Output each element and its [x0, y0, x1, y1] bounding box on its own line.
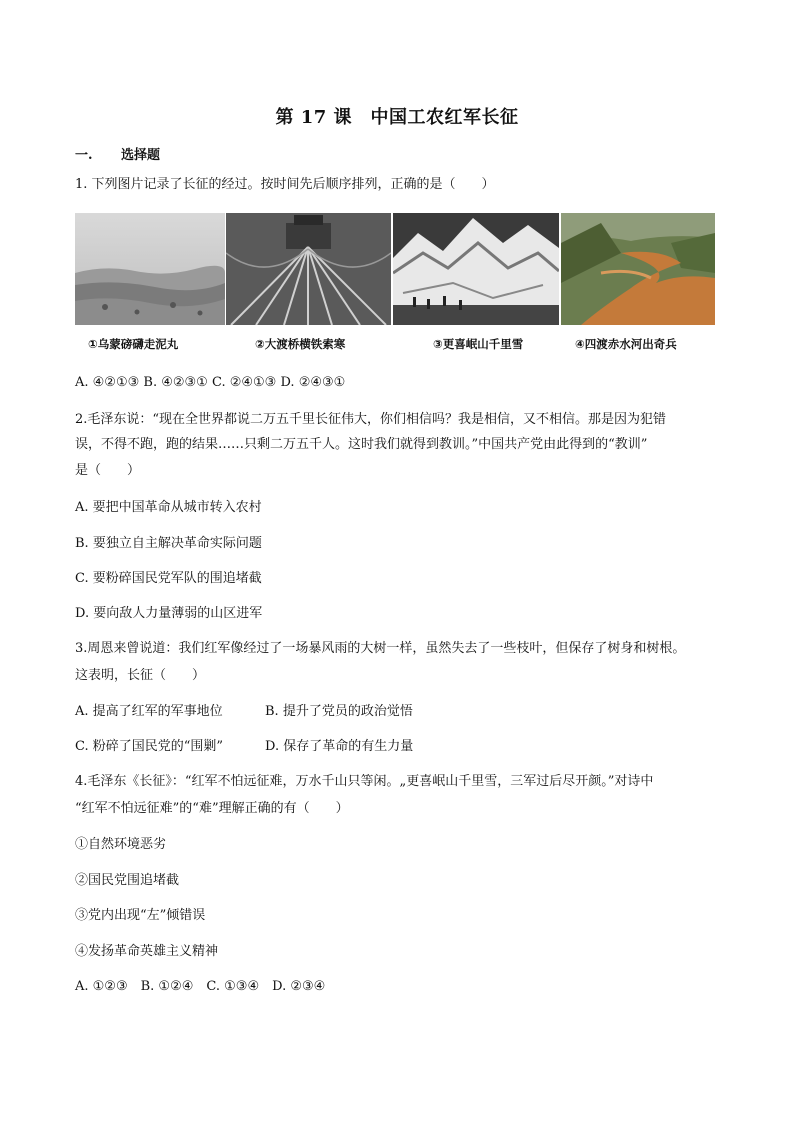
- question-4-stem-line-2: “红军不怕远征难”的“难”理解正确的有（ ）: [75, 801, 349, 816]
- question-2-stem-line-3: 是（ ）: [75, 463, 141, 478]
- question-4-item-3: ③党内出现“左”倾错误: [75, 908, 206, 923]
- caption-1: ①乌蒙磅礴走泥丸: [88, 337, 179, 351]
- photo-wumeng-mountains: [75, 213, 225, 325]
- question-4-options: A. ①②③ B. ①②④ C. ①③④ D. ②③④: [75, 979, 326, 994]
- question-3-option-b: B. 提升了党员的政治觉悟: [265, 704, 413, 719]
- question-3-option-d: D. 保存了革命的有生力量: [265, 739, 414, 754]
- question-4-item-4: ④发扬革命英雄主义精神: [75, 944, 219, 959]
- photo-chishui-river: [561, 213, 715, 325]
- caption-2: ②大渡桥横铁索寒: [255, 337, 346, 351]
- section-heading: [75, 144, 160, 163]
- photo-minshan-snow: [393, 213, 559, 325]
- question-3-option-a: A. 提高了红军的军事地位: [75, 704, 223, 719]
- section-number: 一.: [75, 148, 93, 163]
- question-2-stem-line-1: 2.毛泽东说：“现在全世界都说二万五千里长征伟大，你们相信吗？我是相信，又不相信。那是因为犯错: [75, 412, 667, 427]
- caption-3: ③更喜岷山千里雪: [433, 337, 524, 351]
- question-2-option-d: D. 要向敌人力量薄弱的山区进军: [75, 606, 263, 621]
- question-1-stem: 1. 下列图片记录了长征的经过。按时间先后顺序排列，正确的是（ ）: [75, 177, 495, 192]
- question-1-options: A. ④②①③ B. ④②③① C. ②④①③ D. ②④③①: [75, 375, 346, 390]
- photo-dadu-bridge: [226, 213, 391, 325]
- caption-4: ④四渡赤水河出奇兵: [575, 337, 677, 351]
- page-title: 第 17 课 中国工农红军长征: [275, 107, 519, 128]
- question-2-option-c: C. 要粉碎国民党军队的围追堵截: [75, 571, 262, 586]
- question-4-item-2: ②国民党围追堵截: [75, 873, 180, 888]
- question-3-stem-line-2: 这表明，长征（ ）: [75, 668, 206, 683]
- question-3-stem-line-1: 3.周恩来曾说道：我们红军像经过了一场暴风雨的大树一样，虽然失去了一些枝叶，但保存了树身和树根。: [75, 641, 686, 656]
- question-2-stem-line-2: 误，不得不跑，跑的结果……只剩二万五千人。这时我们就得到教训。”中国共产党由此得到的“教训”: [75, 437, 648, 452]
- question-4-item-1: ①自然环境恶劣: [75, 837, 167, 852]
- question-2-option-a: A. 要把中国革命从城市转入农村: [75, 500, 262, 515]
- question-3-option-c: C. 粉碎了国民党的“围剿”: [75, 739, 224, 754]
- question-2-option-b: B. 要独立自主解决革命实际问题: [75, 536, 262, 551]
- question-4-stem-line-1: 4.毛泽东《长征》：“红军不怕远征难，万水千山只等闲。„更喜岷山千里雪，三军过后尽开颜。”对诗中: [75, 774, 654, 789]
- section-label: 选择题: [121, 148, 161, 163]
